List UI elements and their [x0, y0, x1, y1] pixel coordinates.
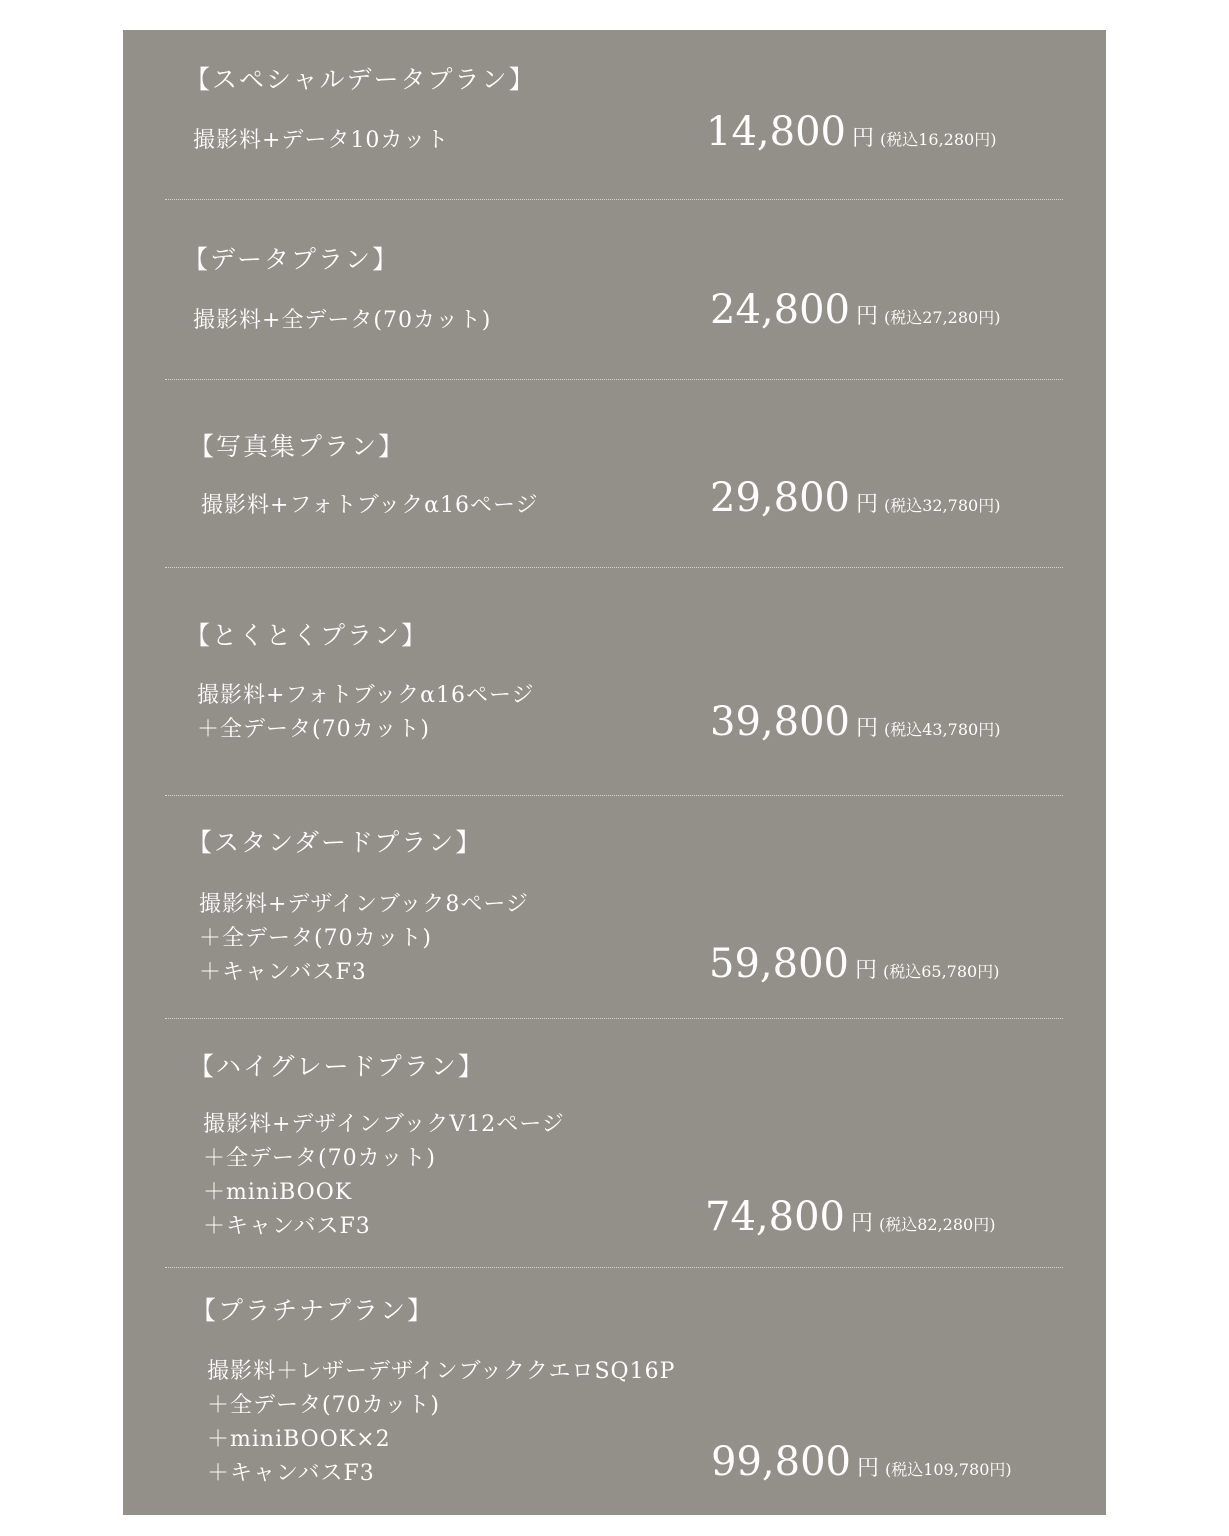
plan-description-line: ＋キャンバスF3: [207, 1461, 375, 1486]
plan-price: [709, 942, 999, 994]
plan-price: [710, 288, 1000, 340]
plan-title-tokutoku: 【とくとくプラン】: [185, 621, 429, 650]
price-amount: 24,800: [710, 287, 850, 333]
plan-title-high-grade: 【ハイグレードプラン】: [189, 1052, 485, 1081]
plan-description-line: ＋全データ(70カット): [203, 1146, 436, 1171]
price-tax-included: (税込16,280円): [879, 130, 997, 149]
price-yen: 円: [855, 304, 878, 329]
plan-description: [197, 679, 535, 747]
plan-description-line: 撮影料+デザインブックV12ページ: [203, 1112, 565, 1137]
price-tax-included: (税込27,280円): [883, 308, 1001, 327]
divider: [165, 379, 1063, 380]
divider: [165, 199, 1063, 200]
plan-description-line: ＋全データ(70カット): [199, 926, 432, 951]
price-yen: 円: [850, 1211, 873, 1236]
divider: [165, 1267, 1063, 1268]
plan-title-special-data: 【スペシャルデータプラン】: [185, 65, 536, 94]
price-yen: 円: [854, 958, 877, 983]
price-yen: 円: [856, 1456, 879, 1481]
plan-description: [203, 1108, 565, 1244]
divider: [165, 567, 1063, 568]
plan-description-line: 撮影料+デザインブック8ページ: [199, 892, 529, 917]
plan-description-line: 撮影料＋レザーデザインブッククエロSQ16P: [207, 1359, 676, 1384]
price-list-panel: [123, 30, 1106, 1515]
price-yen: 円: [855, 716, 878, 741]
price-tax-included: (税込109,780円): [884, 1460, 1012, 1479]
plan-description-line: ＋キャンバスF3: [199, 960, 367, 985]
plan-description: [207, 1355, 675, 1491]
price-amount: 99,800: [711, 1439, 851, 1485]
plan-description: [193, 124, 449, 158]
plan-price: [711, 1440, 1012, 1492]
plan-description-line: ＋全データ(70カット): [197, 717, 430, 742]
plan-price: [710, 476, 1000, 528]
price-tax-included: (税込65,780円): [882, 962, 1000, 981]
plan-description-line: ＋全データ(70カット): [207, 1393, 440, 1418]
price-tax-included: (税込82,280円): [878, 1215, 996, 1234]
price-tax-included: (税込43,780円): [883, 720, 1001, 739]
plan-description-line: 撮影料+データ10カット: [193, 128, 450, 153]
plan-price: [710, 700, 1000, 752]
price-amount: 29,800: [710, 475, 850, 521]
price-amount: 39,800: [710, 699, 850, 745]
plan-description-line: 撮影料+フォトブックα16ページ: [197, 683, 535, 708]
price-amount: 14,800: [706, 109, 846, 155]
plan-price: [705, 1195, 995, 1247]
plan-description: [193, 304, 491, 338]
plan-description: [199, 888, 529, 990]
plan-title-photobook: 【写真集プラン】: [189, 432, 406, 461]
divider: [165, 795, 1063, 796]
plan-description-line: ＋キャンバスF3: [203, 1214, 371, 1239]
plan-title-platinum: 【プラチナプラン】: [191, 1296, 435, 1325]
plan-description-line: ＋miniBOOK: [203, 1180, 353, 1205]
plan-description-line: 撮影料+全データ(70カット): [193, 308, 492, 333]
price-amount: 59,800: [709, 941, 849, 987]
price-yen: 円: [855, 492, 878, 517]
divider: [165, 1018, 1063, 1019]
plan-description-line: ＋miniBOOK×2: [207, 1427, 391, 1452]
price-tax-included: (税込32,780円): [883, 496, 1001, 515]
plan-price: [706, 110, 996, 162]
price-amount: 74,800: [705, 1194, 845, 1240]
plan-title-standard: 【スタンダードプラン】: [187, 828, 483, 857]
plan-description-line: 撮影料+フォトブックα16ページ: [201, 493, 539, 518]
plan-title-data: 【データプラン】: [183, 245, 400, 274]
plan-description: [201, 489, 539, 523]
price-yen: 円: [851, 126, 874, 151]
